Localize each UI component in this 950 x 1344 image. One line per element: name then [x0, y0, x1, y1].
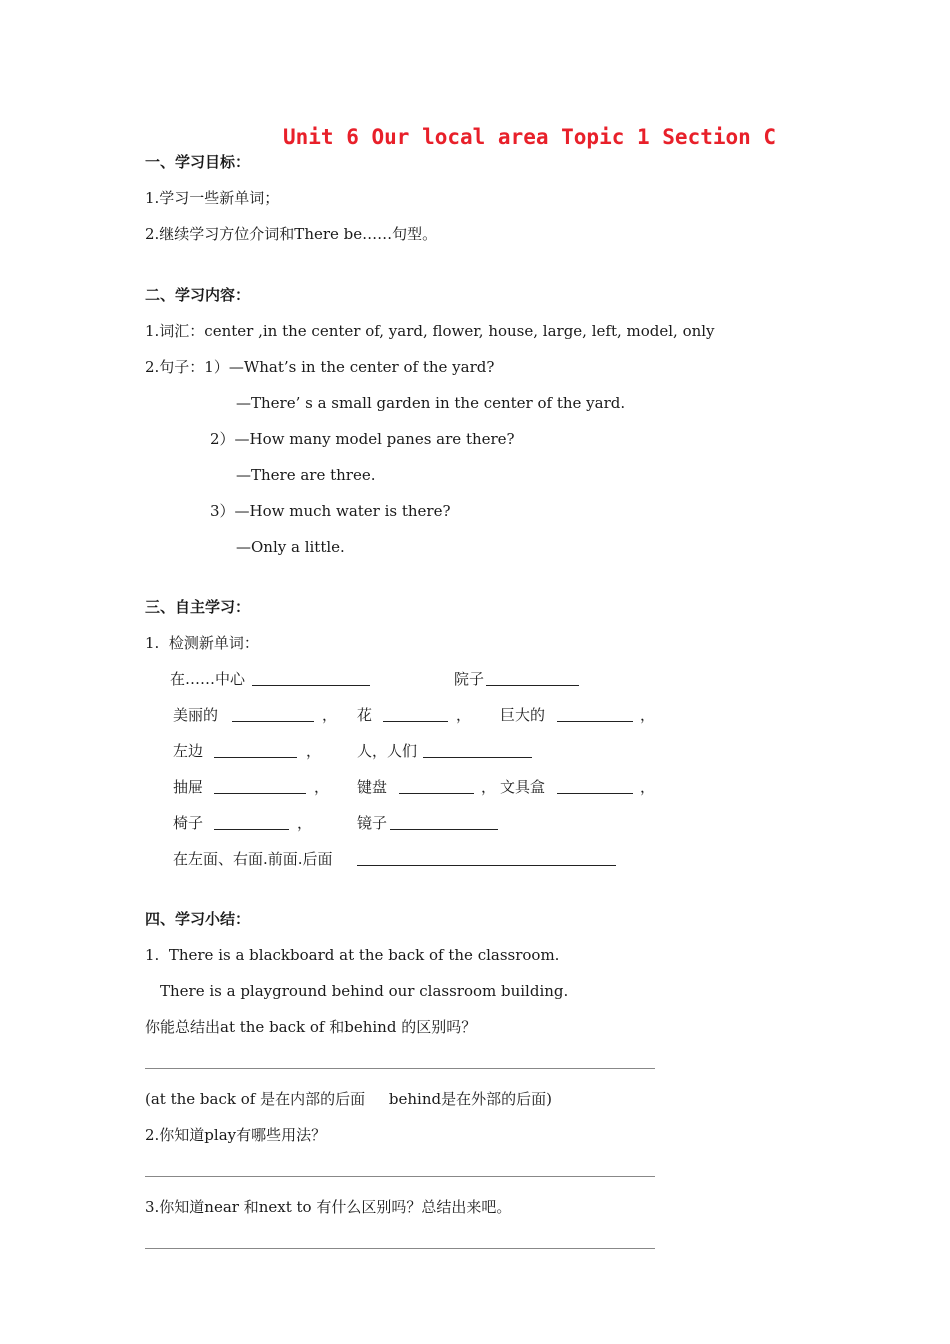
goal-item-2: 2.继续学习方位介词和There be……句型。 [145, 225, 438, 243]
word-blank-left[interactable] [214, 757, 297, 758]
comma: ， [322, 706, 338, 724]
answer-line-1[interactable] [145, 1068, 655, 1069]
sentence-1b: —There’ s a small garden in the center of the yard. [236, 394, 626, 412]
word-blank-large[interactable] [557, 721, 633, 722]
section-1-heading: 一、学习目标： [145, 153, 251, 171]
goal-item-1: 1.学习一些新单词； [145, 189, 280, 207]
document-title: Unit 6 Our local area Topic 1 Section C [283, 125, 777, 149]
word-blank-yard[interactable] [486, 685, 579, 686]
sentence-3a: 3）—How much water is there? [210, 502, 451, 520]
word-label-drawer: 抽屉 [173, 778, 204, 796]
word-label-flower: 花 [357, 706, 373, 724]
answer-hint-1: (at the back of 是在内部的后面 behind是在外部的后面) [145, 1090, 552, 1108]
sentence-1a: 2.句子：1）—What’s in the center of the yard? [145, 358, 495, 376]
word-label-keyboard: 键盘 [357, 778, 388, 796]
question-3: 3.你知道near 和next to 有什么区别吗？总结出来吧。 [145, 1198, 512, 1216]
answer-line-3[interactable] [145, 1248, 655, 1249]
sentence-3b: —Only a little. [236, 538, 345, 556]
comma: ， [481, 778, 497, 796]
word-label-large: 巨大的 [500, 706, 546, 724]
comma: ， [306, 742, 322, 760]
word-label-beautiful: 美丽的 [173, 706, 219, 724]
summary-line-2: There is a playground behind our classroom building. [160, 982, 569, 1000]
word-label-mirror: 镜子 [357, 814, 388, 832]
word-blank-pencil-box[interactable] [557, 793, 633, 794]
sentence-2a: 2）—How many model panes are there? [210, 430, 515, 448]
word-blank-mirror[interactable] [390, 829, 498, 830]
comma: ， [314, 778, 330, 796]
word-blank-chair[interactable] [214, 829, 289, 830]
sentence-2b: —There are three. [236, 466, 376, 484]
word-blank-center[interactable] [252, 685, 370, 686]
word-blank-drawer[interactable] [214, 793, 306, 794]
comma: ， [640, 778, 656, 796]
question-1: 你能总结出at the back of 和behind 的区别吗？ [145, 1018, 477, 1036]
word-label-pencil-box: 文具盒 [500, 778, 546, 796]
word-label-yard: 院子 [454, 670, 485, 688]
comma: ， [297, 814, 313, 832]
check-words-intro: 1. 检测新单词： [145, 634, 259, 652]
section-4-heading: 四、学习小结： [145, 910, 251, 928]
word-blank-beautiful[interactable] [232, 721, 314, 722]
comma: ， [640, 706, 656, 724]
word-blank-keyboard[interactable] [399, 793, 474, 794]
section-3-heading: 三、自主学习： [145, 598, 251, 616]
comma: ， [456, 706, 472, 724]
summary-line-1: 1. There is a blackboard at the back of the classroom. [145, 946, 560, 964]
word-label-people: 人，人们 [357, 742, 418, 760]
question-2: 2.你知道play有哪些用法？ [145, 1126, 327, 1144]
word-label-chair: 椅子 [173, 814, 204, 832]
word-label-positions: 在左面、右面.前面.后面 [173, 850, 333, 868]
section-2-heading: 二、学习内容： [145, 286, 251, 304]
word-blank-flower[interactable] [383, 721, 448, 722]
word-blank-people[interactable] [423, 757, 532, 758]
word-label-left: 左边 [173, 742, 204, 760]
vocab-line: 1.词汇：center ,in the center of, yard, flower, house, large, left, model, only [145, 322, 715, 340]
answer-line-2[interactable] [145, 1176, 655, 1177]
word-blank-positions[interactable] [357, 865, 616, 866]
word-label-center: 在……中心 [170, 670, 246, 688]
